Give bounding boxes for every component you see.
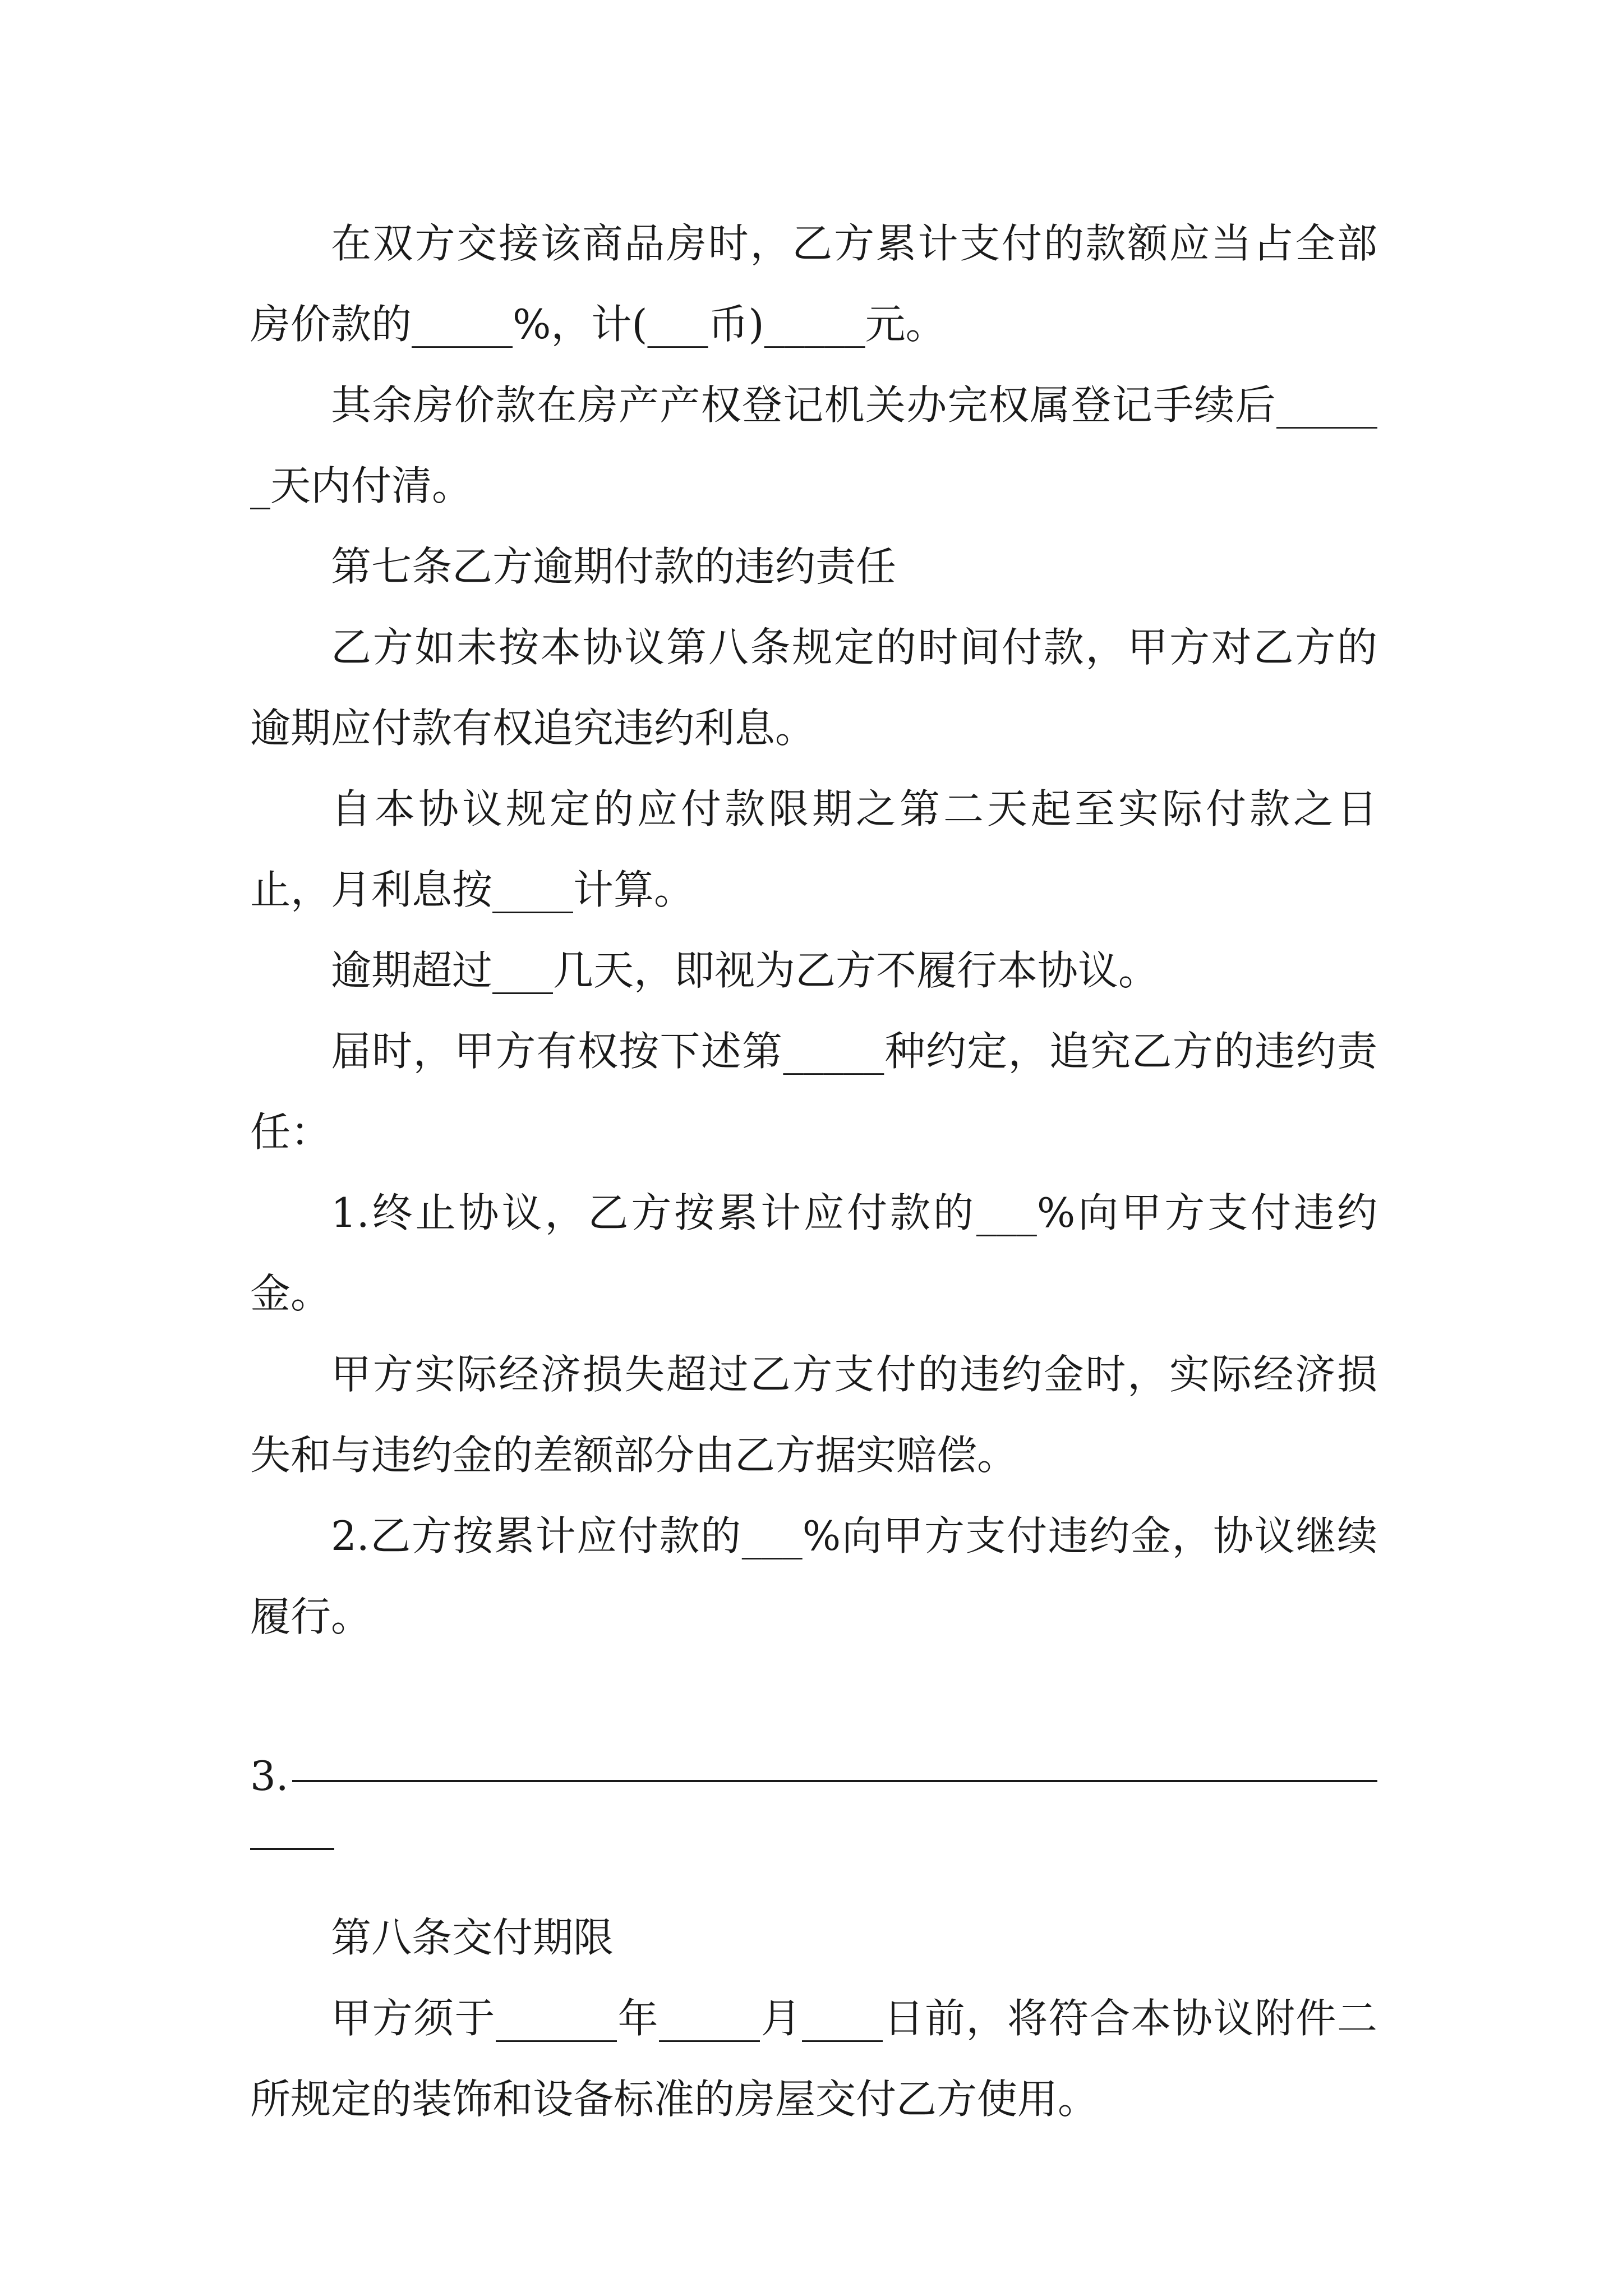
blank-fill-line (292, 1780, 1377, 1782)
section-7-title: 第七条乙方逾期付款的违约责任 (331, 543, 897, 590)
list-item-2-continue: 2.乙方按累计应付款的___%向甲方支付违约金，协议继续履行。 (250, 1512, 1377, 1640)
paragraph-remaining-payment: 其余房价款在房产产权登记机关办完权属登记手续后______天内付清。 (250, 381, 1377, 509)
list-item-3-blank (250, 1736, 1377, 1816)
document-body (250, 203, 1377, 2139)
list-item-3-number: 3. (250, 1752, 289, 1800)
list-item-1-terminate: 1.终止协议，乙方按累计应付款的___%向甲方支付违约金。 (250, 1189, 1377, 1317)
section-8-title: 第八条交付期限 (331, 1914, 614, 1961)
paragraph-actual-loss: 甲方实际经济损失超过乙方支付的违约金时，实际经济损失和与违约金的差额部分由乙方据实赔偿。 (250, 1351, 1377, 1479)
paragraph-overdue-days: 逾期超过___几天，即视为乙方不履行本协议。 (331, 947, 1159, 994)
blank-fill-line-continuation (250, 1848, 334, 1850)
paragraph-late-payment-interest: 乙方如未按本协议第八条规定的时间付款，甲方对乙方的逾期应付款有权追究违约利息。 (250, 624, 1377, 752)
paragraph-delivery-deadline: 甲方须于______年_____月____日前，将符合本协议附件二所规定的装饰和设备标准的房屋交付乙方使用。 (250, 1995, 1377, 2123)
paragraph-liability-options: 届时，甲方有权按下述第_____种约定，追究乙方的违约责任： (250, 1028, 1377, 1156)
paragraph-monthly-interest: 自本协议规定的应付款限期之第二天起至实际付款之日止，月利息按____计算。 (250, 785, 1377, 913)
paragraph-payment-on-handover: 在双方交接该商品房时，乙方累计支付的款额应当占全部房价款的_____%，计(___币)_____元。 (250, 220, 1377, 348)
